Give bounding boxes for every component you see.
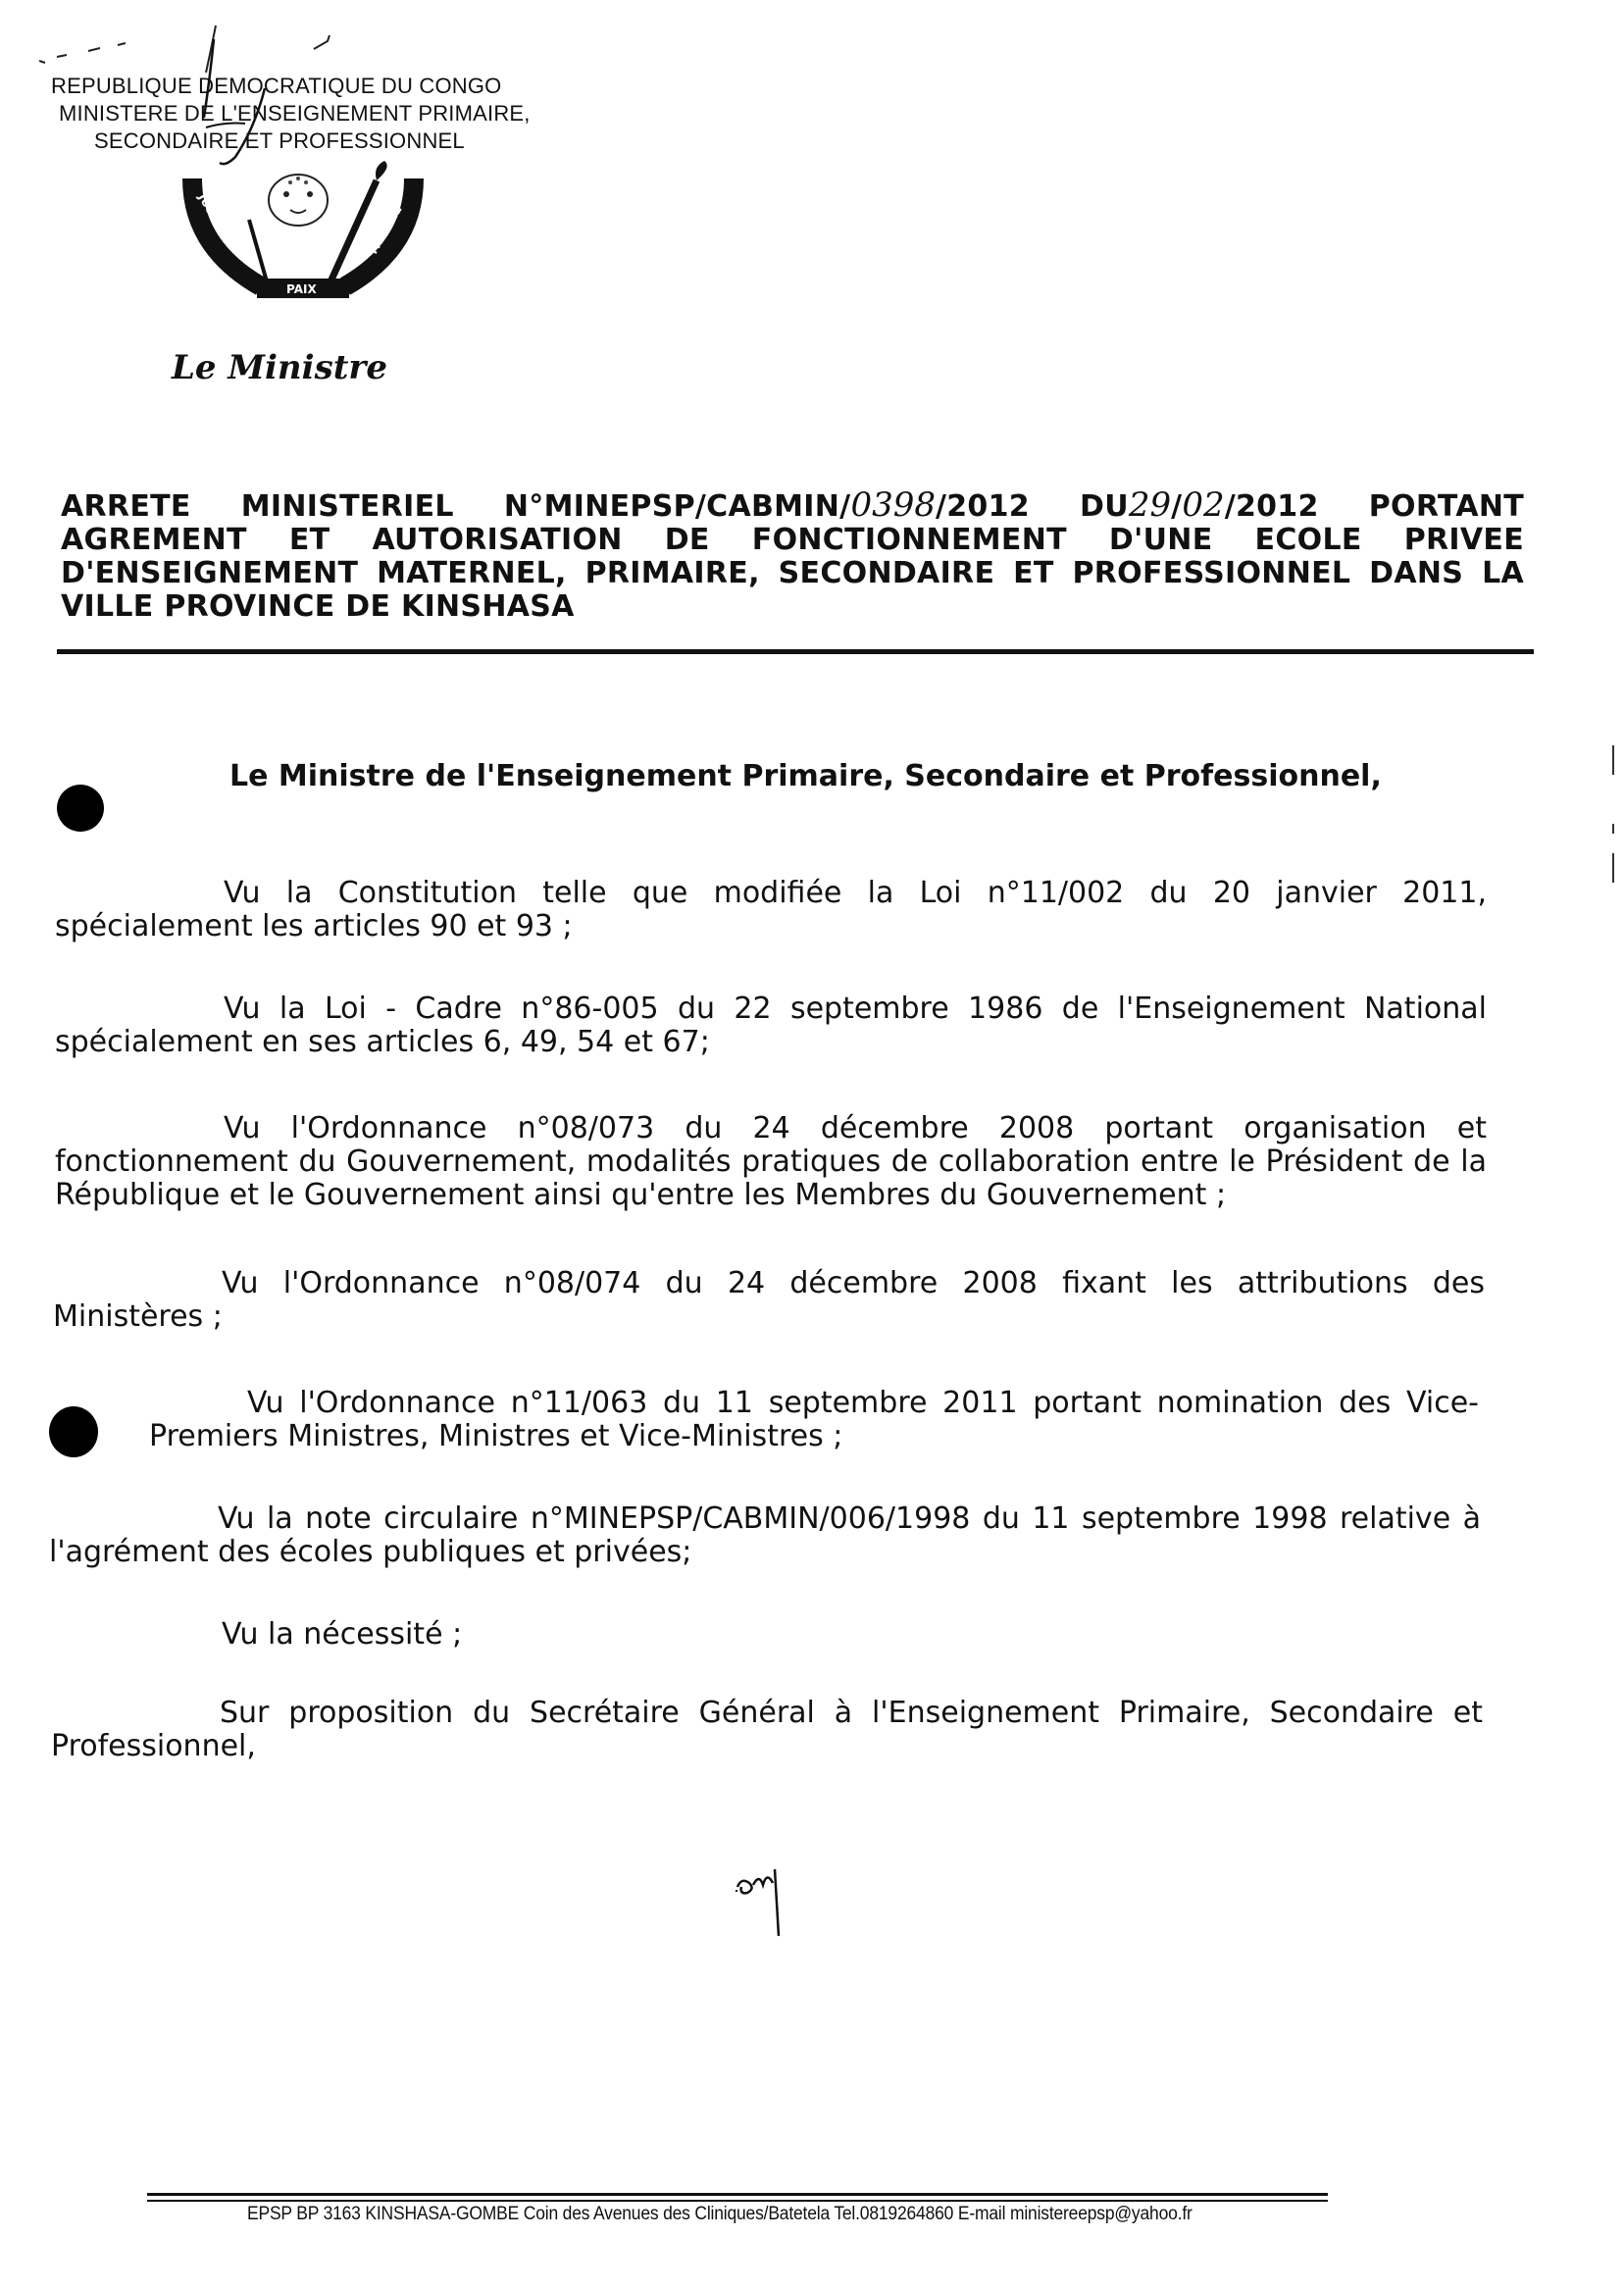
punch-hole-mark — [57, 785, 104, 832]
emblem-text-left: JUSTICE — [195, 191, 233, 243]
title-number-handwritten: 0398 — [850, 485, 936, 525]
footer-rule — [147, 2200, 1328, 2202]
title-part-2: /2012 DU — [935, 489, 1129, 524]
letterhead-country: REPUBLIQUE DEMOCRATIQUE DU CONGO — [51, 74, 502, 98]
letterhead-ministry-cont: SECONDAIRE ET PROFESSIONNEL — [94, 128, 465, 153]
paragraph-ordonnance-074: Vu l'Ordonnance n°08/074 du 24 décembre 2008 fixant les attributions des Ministères ; — [53, 1266, 1485, 1334]
handwritten-initials — [732, 1852, 800, 1940]
title-part-1: ARRETE MINISTERIEL N°MINEPSP/CABMIN/ — [61, 489, 851, 524]
emblem-text-right: TRAVAIL — [365, 203, 405, 258]
scan-edge-marks — [1608, 745, 1618, 902]
signatory-title: Le Ministre — [172, 348, 387, 387]
title-part-3: / — [1171, 489, 1183, 524]
paragraph-constitution: Vu la Constitution telle que modifiée la Loi n°11/002 du 20 janvier 2011, spécialement les articles 90 et 93 ; — [55, 876, 1487, 943]
paragraph-necessite: Vu la nécessité ; — [222, 1617, 463, 1652]
title-month-handwritten: 02 — [1182, 485, 1225, 525]
title-part-4: /2012 PORTANT AGREMENT ET AUTORISATION DE FONCTIONNEMENT D'UNE ECOLE PRIVEE D'ENSEIGNEMENT MATERNEL, PRIMAIRE, SECONDAIRE ET PROFESSIONNEL DANS LA VILLE PROVINCE DE KINSHASA — [61, 489, 1525, 624]
footer-rule — [147, 2193, 1328, 2196]
letterhead-ministry: MINISTERE DE L'ENSEIGNEMENT PRIMAIRE, — [59, 101, 531, 126]
paragraph-loi-cadre: Vu la Loi - Cadre n°86-005 du 22 septembre 1986 de l'Enseignement National spécialement en ses articles 6, 49, 54 et 67; — [55, 992, 1487, 1059]
punch-hole-mark — [49, 1406, 98, 1457]
title-divider — [57, 649, 1534, 654]
emblem-text-bottom: PAIX — [286, 282, 317, 296]
paragraph-ordonnance-063: Vu l'Ordonnance n°11/063 du 11 septembre 2011 portant nomination des Vice-Premiers Ministres, Ministres et Vice-Ministres ; — [149, 1386, 1479, 1453]
paragraph-ordonnance-073: Vu l'Ordonnance n°08/073 du 24 décembre 2008 portant organisation et fonctionnement du Gouvernement, modalités pratiques de collaboration entre le Président de la République et le Gouvernement ainsi qu'entre les Membres du Gouvernement ; — [55, 1111, 1487, 1212]
paragraph-note-circulaire: Vu la note circulaire n°MINEPSP/CABMIN/006/1998 du 11 septembre 1998 relative à l'agrément des écoles publiques et privées; — [49, 1501, 1481, 1569]
title-day-handwritten: 29 — [1128, 485, 1172, 525]
paragraph-proposition: Sur proposition du Secrétaire Général à l'Enseignement Primaire, Secondaire et Professionnel, — [51, 1696, 1483, 1763]
footer-contact: EPSP BP 3163 KINSHASA-GOMBE Coin des Avenues des Cliniques/Batetela Tel.0819264860 E-mail ministereepsp@yahoo.fr — [247, 2204, 1193, 2224]
coat-of-arms-emblem — [180, 161, 426, 308]
decree-title — [61, 485, 1525, 624]
minister-heading: Le Ministre de l'Enseignement Primaire, Secondaire et Professionnel, — [229, 759, 1382, 793]
